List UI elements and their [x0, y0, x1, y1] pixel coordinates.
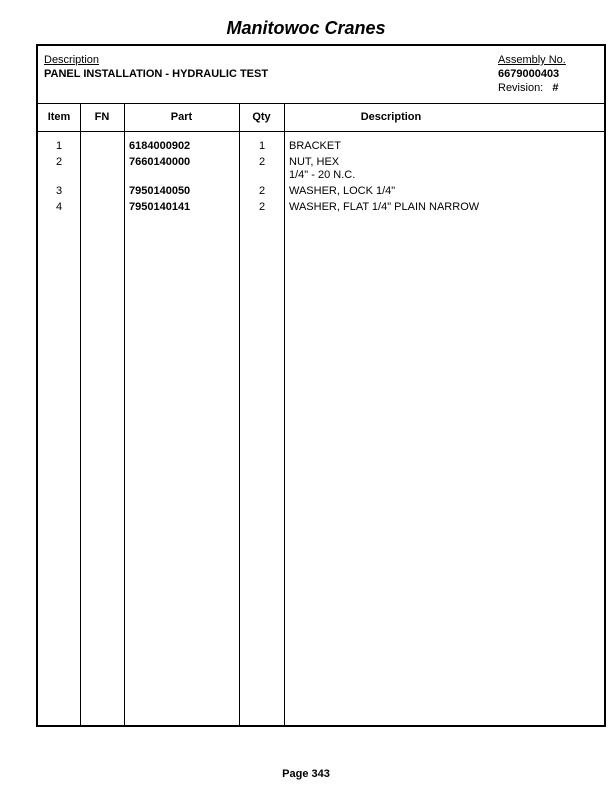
description-line: 1/4" - 20 N.C. [289, 169, 356, 181]
revision-line [498, 82, 558, 94]
part-number: 7950140141 [129, 201, 191, 213]
revision-value: # [552, 82, 559, 94]
quantity: 1 [258, 140, 266, 152]
quantity: 2 [258, 201, 266, 213]
revision-label: Revision: [498, 82, 544, 94]
part-description [289, 156, 355, 182]
quantity: 2 [258, 185, 266, 197]
part-description [289, 140, 341, 153]
item-number: 4 [55, 201, 63, 213]
description-label: Description [44, 54, 100, 66]
part-number: 6184000902 [129, 140, 191, 152]
part-description [289, 201, 479, 214]
column-divider [80, 104, 81, 725]
column-header-item: Item [47, 111, 71, 123]
part-description [289, 185, 395, 198]
page-number: Page 343 [282, 768, 330, 780]
item-number: 2 [55, 156, 63, 168]
assembly-label: Assembly No. [498, 54, 566, 66]
parts-list-frame [36, 44, 606, 727]
column-header-part: Part [170, 111, 193, 123]
column-header-fn: FN [94, 111, 110, 123]
column-header-description: Description [360, 111, 422, 123]
column-header-qty: Qty [252, 111, 271, 123]
assembly-number: 6679000403 [498, 68, 560, 80]
part-number: 7950140050 [129, 185, 191, 197]
assembly-header [38, 46, 604, 104]
column-divider [284, 104, 285, 725]
description-line: NUT, HEX [289, 156, 340, 168]
description-line: WASHER, FLAT 1/4" PLAIN NARROW [289, 201, 480, 213]
column-divider [124, 104, 125, 725]
quantity: 2 [258, 156, 266, 168]
description-value: PANEL INSTALLATION - HYDRAULIC TEST [44, 68, 269, 80]
item-number: 3 [55, 185, 63, 197]
description-line: WASHER, LOCK 1/4" [289, 185, 396, 197]
document-title: Manitowoc Cranes [226, 18, 386, 38]
column-header-row [38, 104, 604, 132]
part-number: 7660140000 [129, 156, 191, 168]
description-line: BRACKET [289, 140, 341, 152]
item-number: 1 [55, 140, 63, 152]
